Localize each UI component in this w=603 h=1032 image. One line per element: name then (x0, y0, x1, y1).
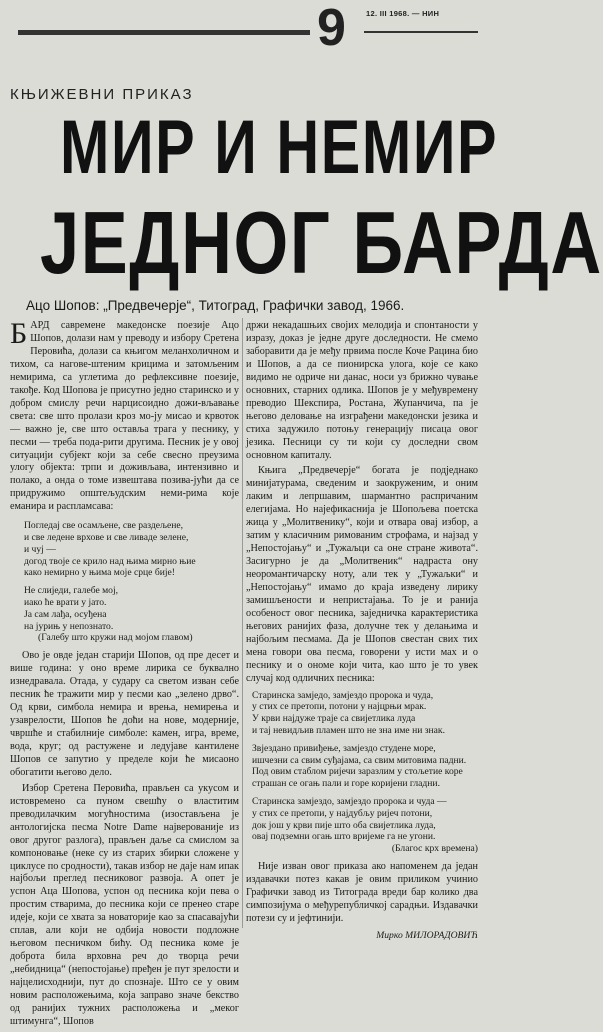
poem-excerpt (252, 690, 478, 855)
drop-cap: Б (10, 317, 28, 350)
column-divider (242, 318, 243, 928)
verse-line: Старинска замједо, замјездо пророка и чуда, (252, 689, 434, 701)
verse-note: (Благос крх времена) (391, 843, 478, 855)
verse-line: догод твоје се крило над њима мирно њие (24, 555, 196, 567)
verse-note: (Галебу што кружи над мојом главом) (38, 632, 193, 644)
author-signature: Мирко МИЛОРАДОВИЋ (376, 929, 478, 941)
verse-line: док још у крви пије што оба свијетлика луда, (252, 819, 436, 831)
verse-line: и чуј — (24, 543, 56, 555)
dateline: 12. III 1968. — НИН (366, 9, 440, 18)
right-column (246, 320, 478, 943)
verse-line: Ја сам лађа, осуђена (24, 608, 107, 620)
section-label: КЊИЖЕВНИ ПРИКАЗ (10, 86, 194, 103)
left-column (10, 317, 239, 1032)
poem-excerpt (24, 520, 239, 644)
page-number: 9 (317, 0, 346, 57)
verse-line: иако ће врати у јато. (24, 597, 107, 609)
verse-line: У крви најдуже траје са свијетлика луда (252, 713, 416, 725)
headline-line-1: МИР И НЕМИР (60, 105, 499, 190)
verse-line: Старинска замјездо, замјездо пророка и чуда — (252, 796, 447, 808)
verse-line: Звјездано привиђење, замјездо студене море, (252, 742, 436, 754)
paragraph: држи некадашњих својих мелодија и спонтаности у изразу, доказ је једне друге доследности. Не смемо заборавити да је међу првима после Коче Рацина био и Шопов, а да се пионирска улога, које се како видимо не одриче ни данас, носи уз брижно чување основних, старних одлика. Шопов је у међувремену преводио Шекспира, Ростана, Жупанчича, па је његово деловање на изграђени македонски језика и стиха задужило потоњу генерацију писаца овог језика. Песници су ти који су доследни свом основном капиталу. (246, 320, 478, 461)
book-citation: Ацо Шопов: „Предвечерје“, Титоград, Графички завод, 1966. (26, 298, 405, 313)
verse-line: страшан се огањ пали и горе коријени гладни. (252, 778, 440, 790)
verse-line: Погледај све осамљене, све раздељене, (24, 520, 184, 532)
verse-line: Не слиједи, галебе мој, (24, 585, 119, 597)
paragraph: Избор Сретена Перовића, прављен са укусом и истовремено са пуном свешћу о властитим преводилачким могућностима (изостављена је антологијска песма Notre Dame најверованије из овог другог разлога), прављен даље са смислом за компоновање (неке су из старих збирки сложене у циклусе по сродности), такав избор не даје нам ипак најбољи преглед песниковог развоја. А опет је успон Аца Шопова, успон од песника који пева о простим стварима, до песника који се пренео старе идеје, који се хвата за новаторије као за спасавајући сплав, али који не одбија новости подложне његовом песничком бићу. Од песника коме је доброта била врховна реч до творца речи „небидница“ (непостојање) пређен је пут зрелости и најцелисходнији, пут до спознаје. Што се у овим новим расположењима, која заправо значе бекство од ранијих тужних расположења и „меког штимунга“, Шопов (10, 782, 239, 1027)
top-rule-right (364, 31, 478, 33)
verse-line: Под овим стаблом ријечи заразлим у стољетие коре (252, 766, 463, 778)
verse-line: на јурињ у непознато. (24, 620, 114, 632)
paragraph: Није изван овог приказа ако напоменем да један издавачки потез какав је овим приликом учинио Графички завод из Титограда вреди бар колико два симпозијума о међурепубличкој сарадњи. Издавачки потези су и јефтинији. (246, 861, 478, 924)
verse-line: и тај невидљив пламен што не зна име ни знак. (252, 725, 445, 737)
headline-line-2: ЈЕДНОГ БАРДА (40, 193, 603, 292)
verse-line: ишчезни са свим суђајама, са свим митовима падни. (252, 754, 467, 766)
verse-line: и све леденe врхове и све ливаде зелене, (24, 532, 189, 544)
verse-line: како немирно у њима моје срце бије! (24, 567, 175, 579)
paragraph (10, 317, 239, 514)
paragraph: Ово је овде један старији Шопов, од пре десет и више година: у оно време лирика се буквално изнедравала. Отада, у судару са светом изван себе песник ће тражити мир у песми као „зелено дрво“. Од крви, симбола немира и врења, немирења и узаврелости, Шопов ће доћи на нове, модерније, чвршће и стабилније симболе: камен, игра, време, вода, круг; од растужене и ледујаве кантилене Шопов се запутио у пределе који ће мисаоно обогатити његово дело. (10, 650, 239, 778)
paragraph-text: АРД савремене македонске поезије Ацо Шопов, долази нам у преводу и избору Сретена Перовића, долази са књигом меланхоличном и тихом, са нагове-штеним крицима и затомљеним немирима, са углетима до рефлексивне поезије, такође. Код Шопова је присутно једно старинско и у добром смислу речи нарцисоидно дожи-вљавање света: све што пролази кроз мо-ју мисао и крвоток — важно је, све што оставља трага у песнику, у песми — треба пода-рити другима. Песник је у овој ситуацији субјект који за себе свесно преузима улогу објекта: трпи и доживљава, интензивно и полако, а онда о томе извештава позива-јући да се придружимо општељудским неми-рима које еманира и распламсава: (10, 320, 239, 513)
verse-line: у стих се претопи, потони у најцрњи мрак. (252, 701, 427, 713)
top-rule (18, 30, 310, 35)
verse-line: овај подземни огањ што вријеме га не угони. (252, 831, 436, 843)
verse-line: у стих се претопи, у најдубљу ријеч потони, (252, 807, 433, 819)
paragraph: Књига „Предвечерје“ богата је подједнако минијатурама, сведеним и заокруженим, и оним лаким и лепршавим, шармантно распричаним елегијама. Но најефикаснија је Шопољева поетска жица у „Молитвенику“, који и отвара овај избор, а затим у класичним римованим строфама, и најзад у „Непостојању“ и „Тужаљци са оне стране живота“. Засигурно је да „Молитвеник“ надраста ону неоромантичарску ноту, али тек у „Тужаљки“ и „Непостојању“ имамо до краја изведену лирику замишљености и непристајања. То је и ранија особеност овог песника, заједничка карактеристика његових ранијих фаза, долучне тек у делањима и најбољим песмама. Да је Шопов свестан свих тих менa говори ова песма, говорени у исти мах и о песнику и о ономе који чита, као што је то увек случај код одличних песника: (246, 465, 478, 684)
